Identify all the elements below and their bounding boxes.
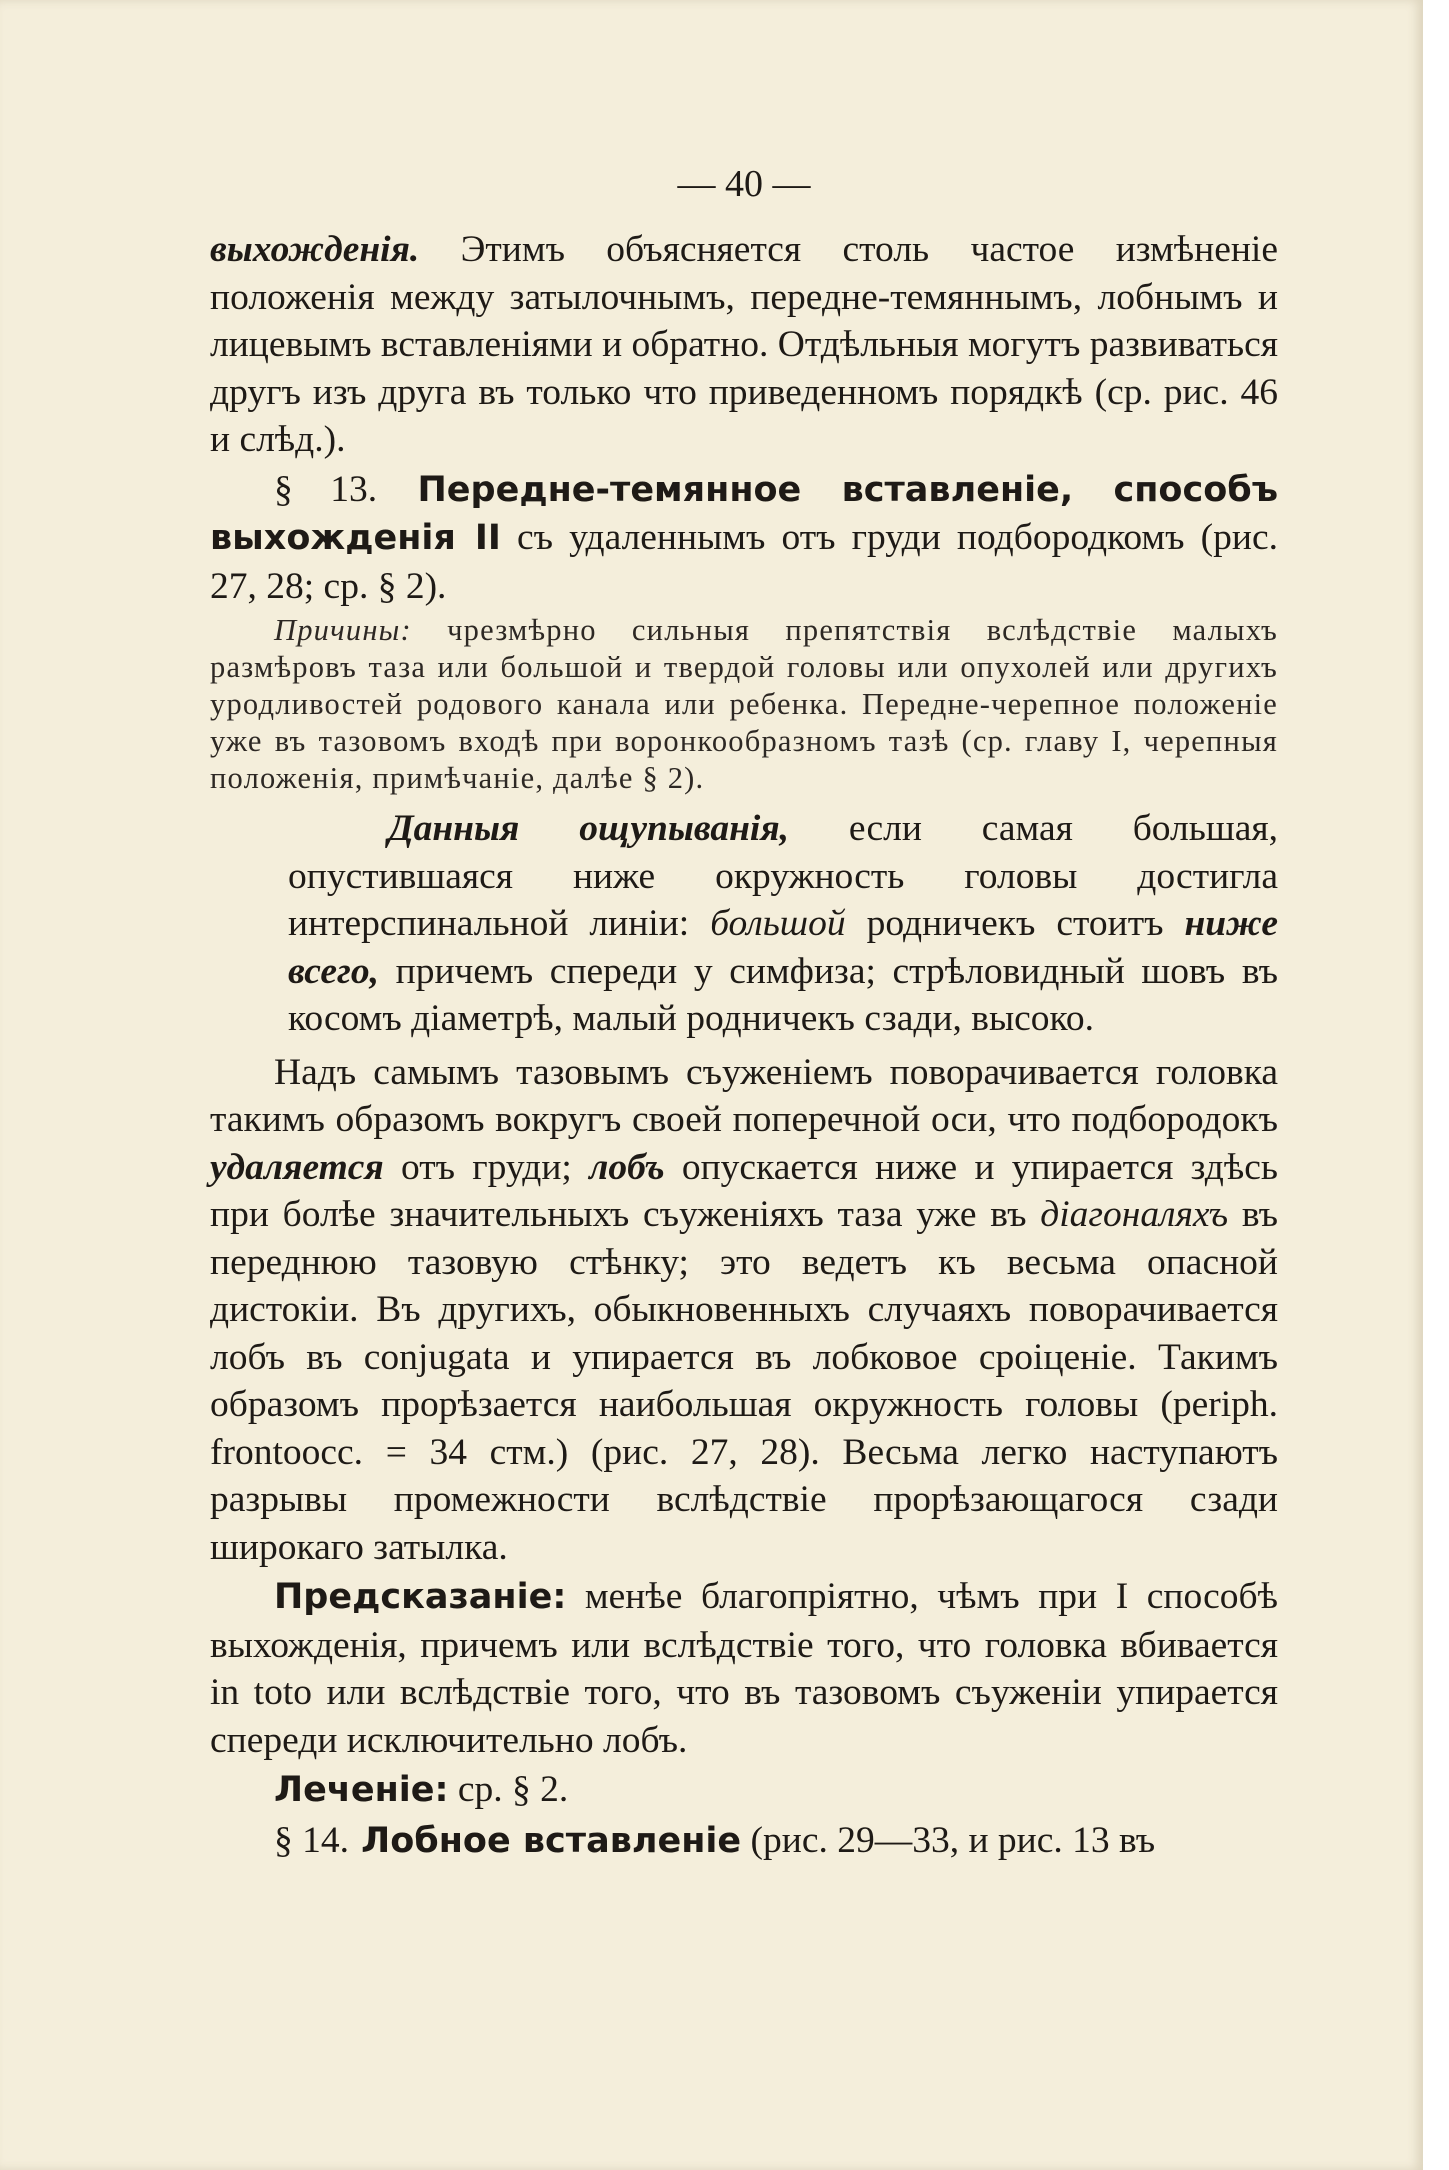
mechanism-paragraph — [210, 1049, 1278, 1572]
section-mark: § 13. — [274, 468, 378, 510]
section-13-heading — [210, 466, 1278, 611]
section-title: Передне-темянное вставленіе, способъ выхожденія II — [210, 469, 1278, 558]
palpation-paragraph — [288, 805, 1278, 1043]
causes-text: чрезмѣрно сильныя препятствія вслѣдствіе малыхъ размѣровъ таза или большой и твердой головы или опухолей или другихъ уродливостей родового канала или ребенка. Передне-черепное положеніе уже въ тазовомъ входѣ при воронкообразномъ тазѣ (ср. главу I, черепныя положенія, примѣчаніе, далѣе § 2). — [210, 613, 1278, 795]
treatment-paragraph — [210, 1766, 1278, 1815]
mechanism-text: отъ груди; — [383, 1146, 590, 1188]
paragraph-exit-continuation — [210, 226, 1278, 464]
mechanism-text: Надъ самымъ тазовымъ съуженіемъ поворачивается головка такимъ образомъ вокругъ своей поперечной оси, что подбородокъ — [210, 1051, 1278, 1140]
text-column — [210, 160, 1278, 1865]
causes-paragraph — [210, 612, 1278, 797]
mechanism-text: опускается ниже и упирается здѣсь при болѣе значительныхъ съуженіяхъ таза уже въ — [210, 1146, 1278, 1235]
section-title: Лобное вставленіе — [349, 1820, 742, 1861]
palpation-text: если самая большая, опустившаяся ниже окружность головы достигла интерспинальной линіи: — [288, 808, 1278, 944]
page-number: — 40 — — [677, 163, 811, 205]
emphasis-big: большой — [710, 903, 846, 944]
section-14-heading — [210, 1817, 1278, 1866]
palpation-block — [288, 805, 1278, 1043]
emphasis-diagonals: діагоналяхъ — [1040, 1194, 1229, 1235]
palpation-text: родничекъ стоитъ — [845, 903, 1185, 944]
treatment-text: ср. § 2. — [448, 1769, 569, 1810]
prognosis-label: Предсказаніе: — [274, 1577, 567, 1617]
emphasis-forehead: лобъ — [589, 1146, 665, 1188]
italic-term: выхожденія. — [210, 229, 420, 270]
causes-label: Причины: — [274, 613, 412, 647]
prognosis-text: менѣе благопріятно, чѣмъ при I способѣ выхожденія, причемъ или вслѣдствіе того, что головка вбивается in toto или вслѣдствіе того, что въ тазовомъ съуженіи упирается спереди исключительно лобъ. — [210, 1576, 1278, 1761]
prognosis-paragraph — [210, 1573, 1278, 1764]
emphasis-lowest: ниже всего, — [288, 903, 1278, 992]
mechanism-text: въ переднюю тазовую стѣнку; это ведетъ къ весьма опасной дистокіи. Въ другихъ, обыкновенныхъ случаяхъ поворачивается лобъ въ conjugata и упирается въ лобковое сроіценіе. Такимъ образомъ прорѣзается наибольшая окружность головы (periph. frontoocc. = 34 стм.) (рис. 27, 28). Весьма легко наступаютъ разрывы промежности вслѣдствіе прорѣзающагося сзади широкаго затылка. — [210, 1194, 1278, 1568]
treatment-label: Леченіе: — [274, 1770, 449, 1810]
section-subtitle: (рис. 29—33, и рис. 13 въ — [741, 1819, 1156, 1861]
section-mark: § 14. — [274, 1819, 349, 1861]
palpation-label: Данныя ощупыванія, — [388, 808, 790, 849]
emphasis-moves-away: удаляется — [210, 1146, 384, 1188]
section-subtitle: съ удаленнымъ отъ груди подбородкомъ (рис. 27, 28; ср. § 2). — [210, 517, 1278, 607]
paragraph-text: Этимъ объясняется столь частое измѣненіе положенія между затылочнымъ, передне-темяннымъ, лобнымъ и лицевымъ вставленіями и обратно. Отдѣльныя могутъ развиваться другъ изъ друга въ только что приведенномъ порядкѣ (ср. рис. 46 и слѣд.). — [210, 229, 1278, 460]
palpation-text: причемъ спереди у симфиза; стрѣловидный шовъ въ косомъ діаметрѣ, малый родничекъ сзади, высоко. — [288, 950, 1278, 1039]
